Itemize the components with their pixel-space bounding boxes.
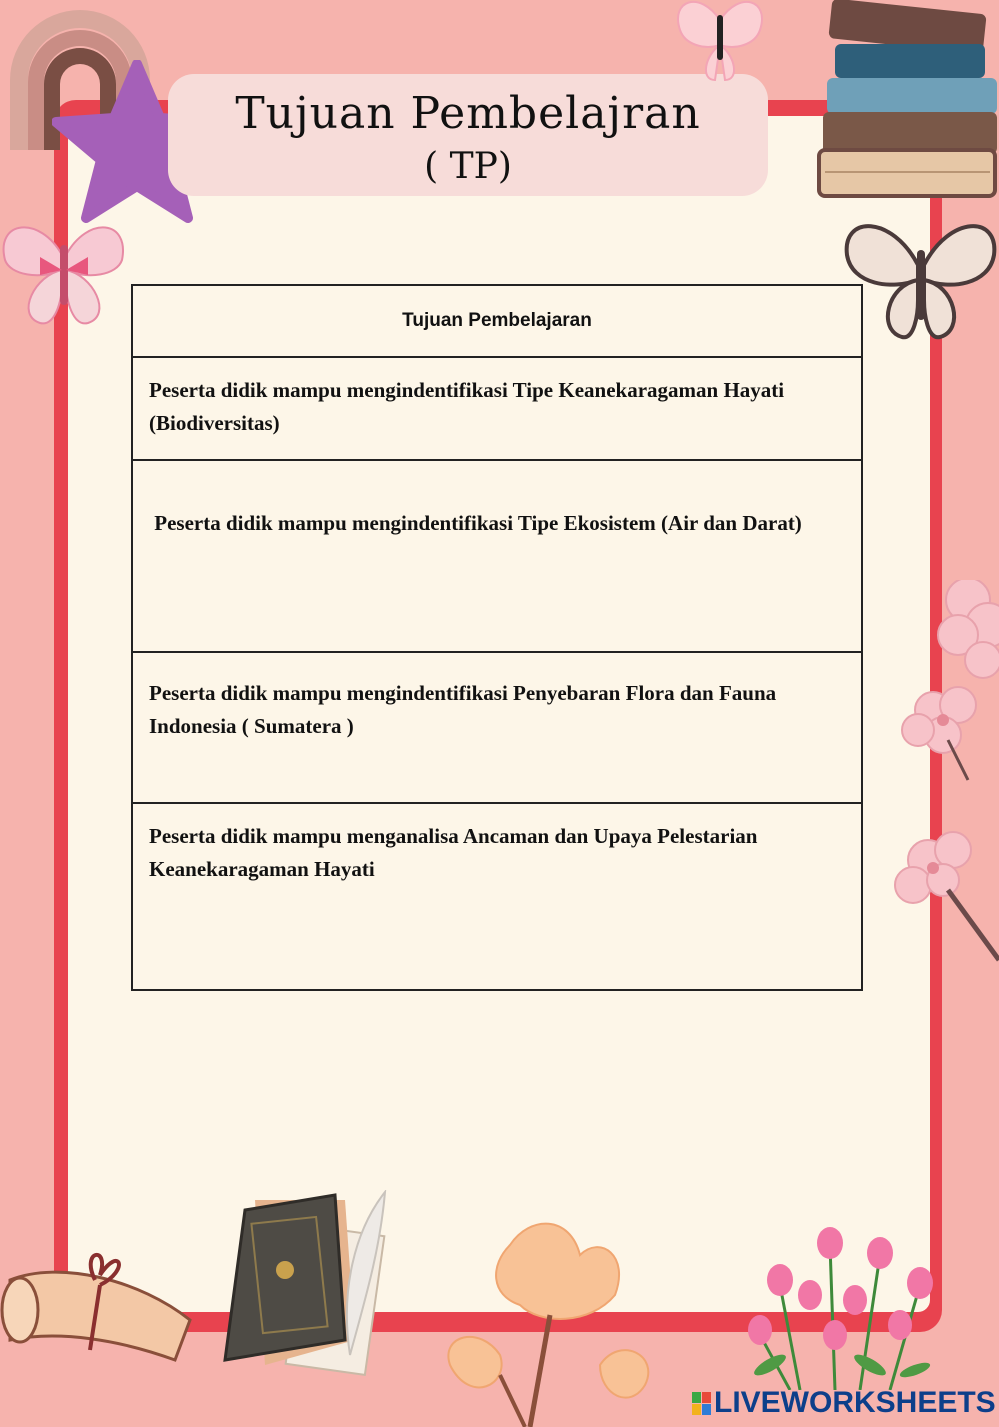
- title-plate: [168, 74, 768, 196]
- watermark-text: LIVEWORKSHEETS: [714, 1386, 996, 1419]
- feather-icon: [335, 1190, 395, 1360]
- liveworksheets-watermark: [692, 1386, 996, 1420]
- liveworksheets-logo-icon: [692, 1392, 712, 1416]
- butterfly-icon: [670, 0, 770, 90]
- flower-icon: [430, 1215, 680, 1427]
- learning-objectives-table: [131, 284, 863, 991]
- table-row: Peserta didik mampu mengindentifikasi Penyebaran Flora dan Fauna Indonesia ( Sumatera ): [133, 653, 861, 804]
- table-row: Peserta didik mampu mengindentifikasi Tipe Keanekaragaman Hayati (Biodiversitas): [133, 358, 861, 461]
- scroll-icon: [0, 1240, 200, 1380]
- butterfly-icon: [0, 215, 130, 330]
- tulip-icon: [740, 1225, 950, 1390]
- table-header: Tujuan Pembelajaran: [133, 286, 861, 358]
- page-subtitle: ( TP): [424, 146, 512, 187]
- butterfly-icon: [842, 215, 999, 345]
- books-icon: [815, 0, 999, 200]
- page-title: Tujuan Pembelajran: [235, 88, 701, 139]
- table-row: Peserta didik mampu menganalisa Ancaman dan Upaya Pelestarian Keanekaragaman Hayati: [149, 824, 758, 881]
- table-row: Peserta didik mampu mengindentifikasi Tipe Ekosistem (Air dan Darat): [133, 461, 861, 653]
- flower-icon: [888, 580, 999, 980]
